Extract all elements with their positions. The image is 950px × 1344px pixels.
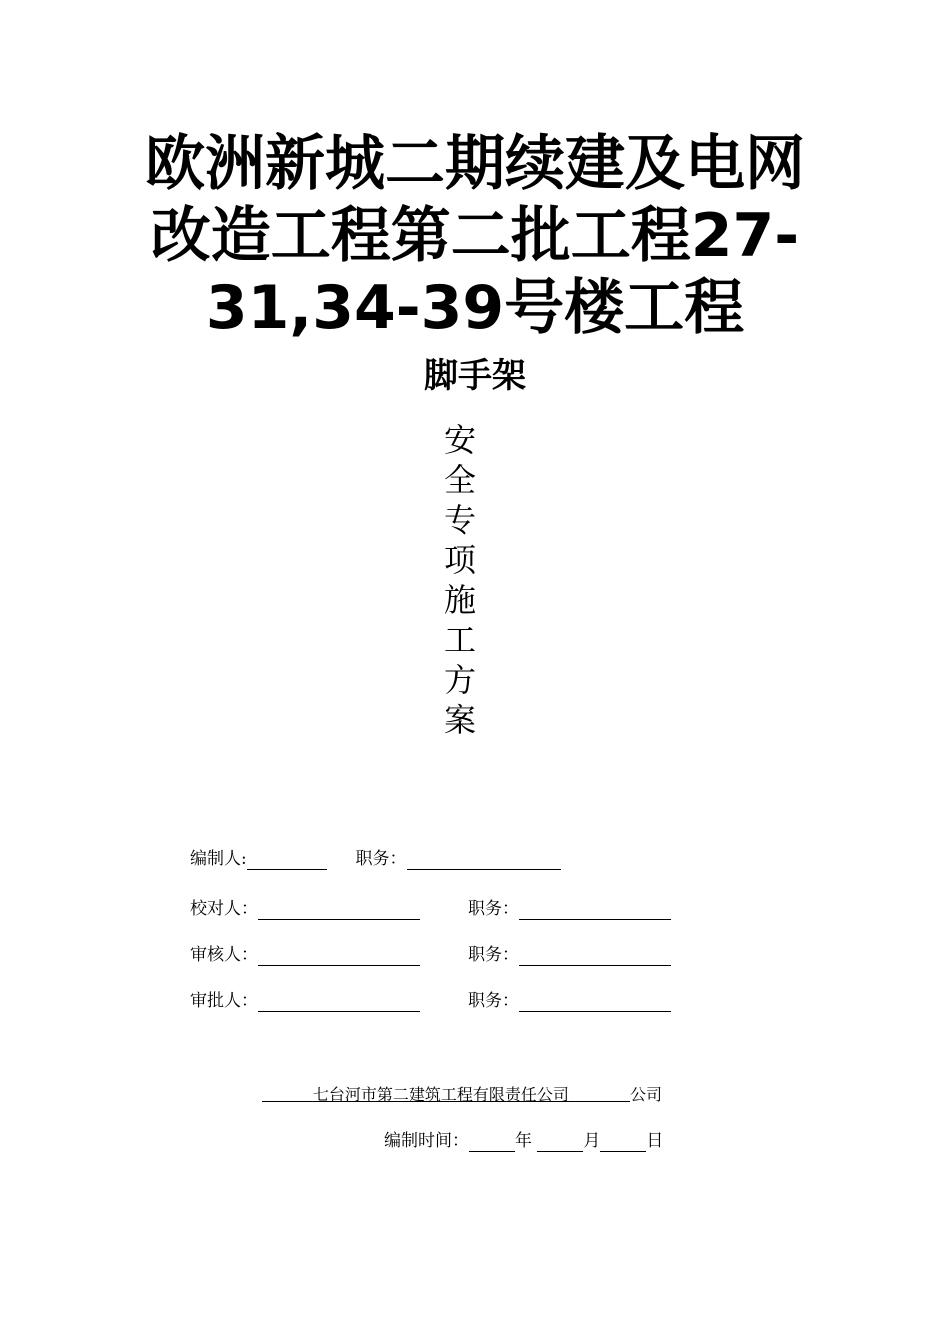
vertical-char: 专: [443, 501, 476, 539]
vertical-char: 项: [443, 541, 476, 579]
title-line-3: 31,34-39号楼工程: [205, 273, 745, 343]
company-name: 七台河市第二建筑工程有限责任公司: [312, 1085, 569, 1104]
reviewer-blank[interactable]: [258, 947, 420, 966]
approver-title-label: 职务：: [468, 991, 519, 1011]
approver-label: 审批人：: [190, 991, 258, 1011]
reviewer-title-label: 职务：: [468, 945, 519, 965]
compiler-row: [190, 848, 561, 870]
title-line-1: 欧洲新城二期续建及电网: [145, 129, 805, 199]
year-blank[interactable]: [469, 1133, 515, 1152]
vertical-char: 安: [443, 421, 476, 459]
reviewer-title-row: [468, 944, 671, 966]
checker-title-blank[interactable]: [519, 901, 671, 920]
document-title: [0, 128, 950, 344]
reviewer-label: 审核人：: [190, 945, 258, 965]
company-suffix: 公司: [630, 1085, 663, 1104]
month-label: 月: [583, 1131, 601, 1151]
compiler-title-label: 职务：: [355, 849, 407, 869]
approver-row: [190, 990, 420, 1012]
vertical-heading: [430, 420, 490, 740]
compiler-blank[interactable]: [247, 851, 327, 870]
day-label: 日: [646, 1131, 664, 1151]
reviewer-title-blank[interactable]: [519, 947, 671, 966]
date-label: 编制时间：: [384, 1131, 469, 1151]
vertical-char: 方: [443, 661, 476, 699]
date-line: [384, 1130, 663, 1152]
vertical-char: 全: [443, 461, 476, 499]
checker-blank[interactable]: [258, 901, 420, 920]
year-label: 年: [515, 1131, 532, 1151]
checker-title-row: [468, 898, 671, 920]
approver-title-blank[interactable]: [519, 993, 671, 1012]
day-blank[interactable]: [600, 1133, 646, 1152]
checker-label: 校对人：: [190, 899, 258, 919]
vertical-char: 施: [443, 581, 476, 619]
reviewer-row: [190, 944, 420, 966]
approver-blank[interactable]: [258, 993, 420, 1012]
vertical-char: 工: [443, 621, 476, 659]
checker-row: [190, 898, 420, 920]
checker-title-label: 职务：: [468, 899, 519, 919]
compiler-label: 编制人:: [190, 849, 247, 869]
title-line-2: 改造工程第二批工程27-: [150, 201, 800, 271]
company-line: [262, 1084, 662, 1106]
month-blank[interactable]: [537, 1133, 583, 1152]
compiler-title-blank[interactable]: [407, 851, 561, 870]
document-subtitle: 脚手架: [424, 356, 526, 396]
vertical-char: 案: [443, 701, 476, 739]
approver-title-row: [468, 990, 671, 1012]
